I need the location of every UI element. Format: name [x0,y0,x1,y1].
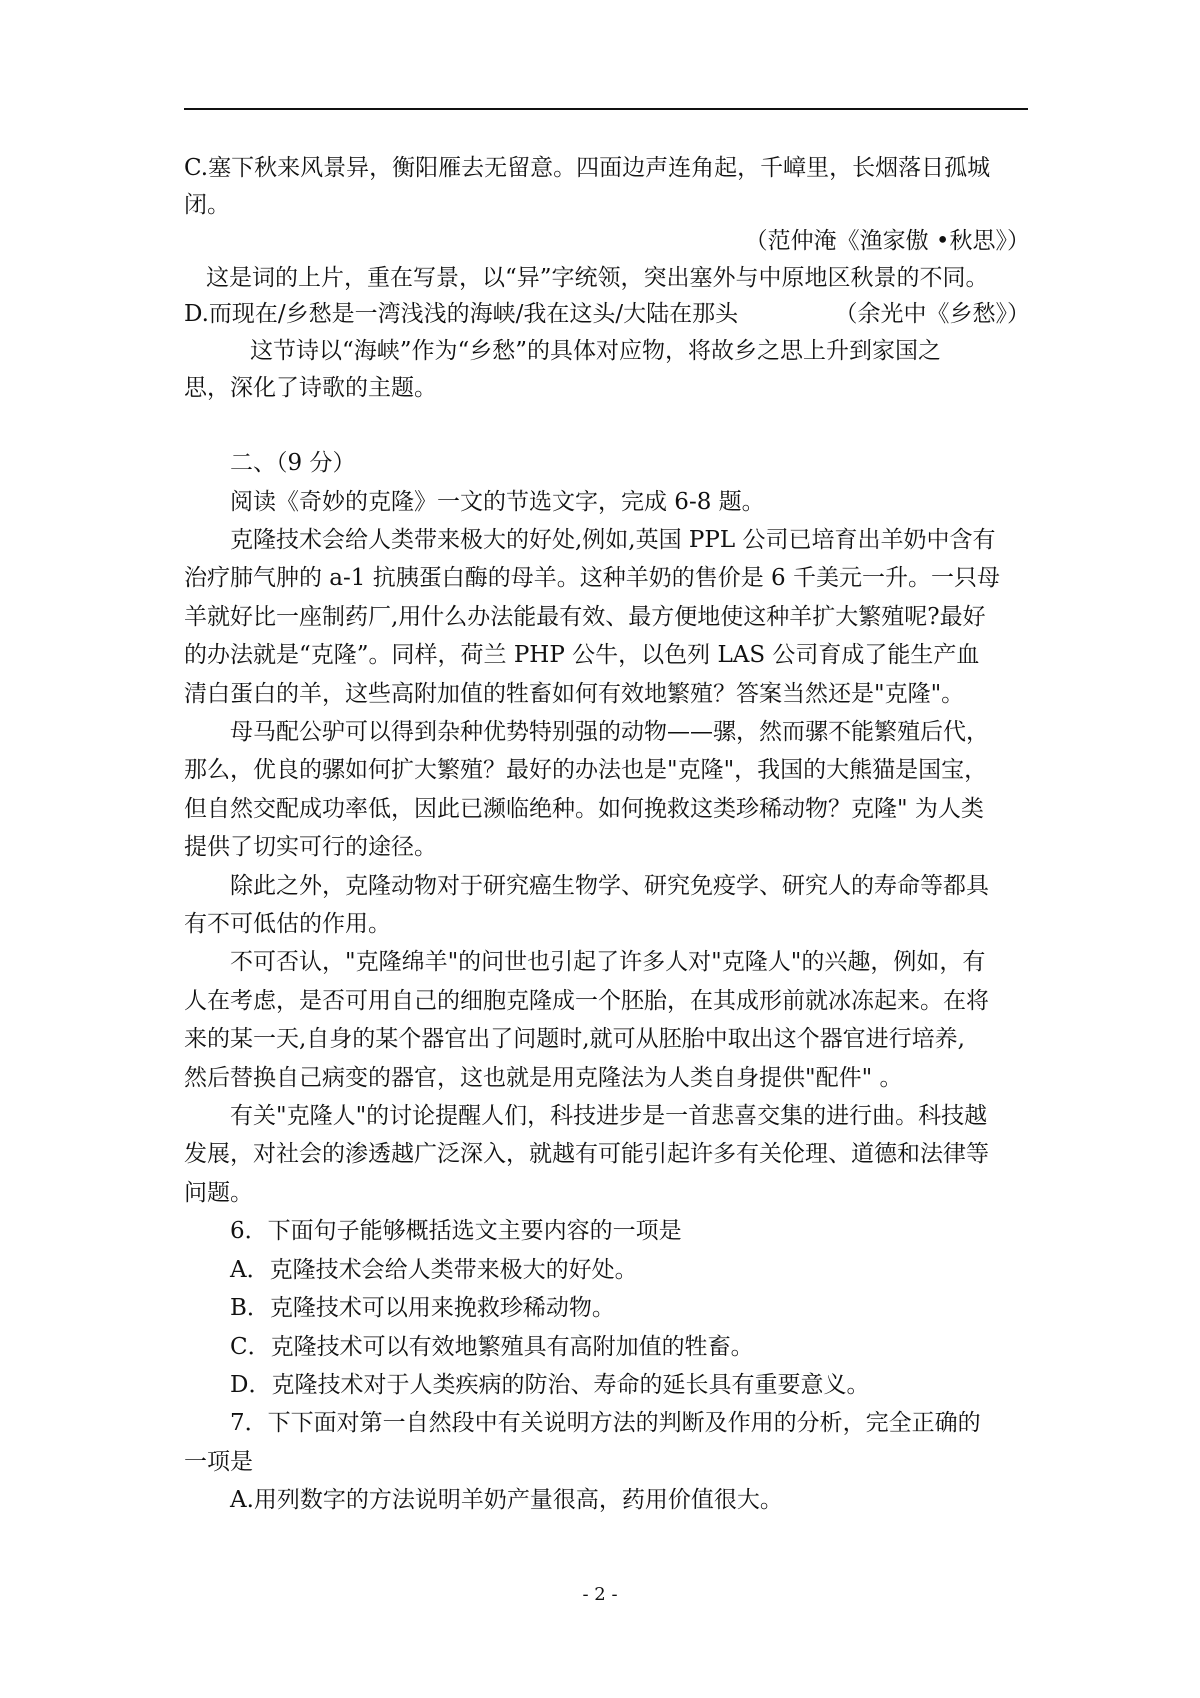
passage-line: 有关"克隆人"的讨论提醒人们，科技进步是一首悲喜交集的进行曲。科技越 [230,1103,988,1130]
option-c-analysis: 这是词的上片，重在写景，以“异”字统领，突出塞外与中原地区秋景的不同。 [206,264,989,291]
page-number: - 2 - [582,1584,618,1605]
passage-line: 发展，对社会的渗透越广泛深入，就越有可能引起许多有关伦理、道德和法律等 [184,1141,989,1168]
reading-instruction: 阅读《奇妙的克隆》一文的节选文字，完成 6-8 题。 [230,488,765,515]
passage-line: 那么，优良的骡如何扩大繁殖？最好的办法也是"克隆"，我国的大熊猫是国宝， [184,757,988,784]
passage-paragraph-2 [184,713,1030,867]
option-d-block [184,296,1030,406]
passage-line: 不可否认，"克隆绵羊"的问世也引起了许多人对"克隆人"的兴趣，例如，有 [230,949,986,976]
option-d-analysis-line2: 思，深化了诗歌的主题。 [184,374,437,401]
passage-line: 人在考虑，是否可用自己的细胞克隆成一个胚胎，在其成形前就冰冻起来。在将 [184,987,989,1014]
question-7 [184,1404,1030,1519]
question-6-option-c: C．克隆技术可以有效地繁殖具有高附加值的牲畜。 [230,1333,754,1360]
question-6-option-a: A．克隆技术会给人类带来极大的好处。 [230,1256,638,1283]
option-c-block [184,150,1030,296]
document-body [184,150,1030,1520]
option-c-line2: 闭。 [184,191,230,218]
option-d-analysis-line1: 这节诗以“海峡”作为“乡愁”的具体对应物，将故乡之思上升到家国之 [250,337,942,364]
option-d-text: D.而现在/乡愁是一湾浅浅的海峡/我在这头/大陆在那头 [184,301,739,328]
section-two [184,444,1030,1519]
passage-line: 羊就好比一座制药厂,用什么办法能最有效、最方便地使这种羊扩大繁殖呢?最好 [184,603,986,630]
option-d-line [184,296,1030,333]
passage-line: 然后替换自己病变的器官，这也就是用克隆法为人类自身提供"配件" 。 [184,1064,903,1091]
option-c-source: （范仲淹《渔家傲 •秋思》） [744,228,1030,255]
passage-paragraph-5 [184,1097,1030,1212]
question-7-stem-line2: 一项是 [184,1448,253,1475]
section-gap [184,406,1030,444]
question-6 [184,1212,1030,1404]
passage-line: 有不可低估的作用。 [184,911,391,938]
passage-line: 治疗肺气肿的 a-1 抗胰蛋白酶的母羊。这种羊奶的售价是 6 千美元一升。一只母 [184,565,1000,592]
passage-line: 但自然交配成功率低，因此已濒临绝种。如何挽救这类珍稀动物？克隆" 为人类 [184,795,984,822]
question-6-stem: 6．下面句子能够概括选文主要内容的一项是 [230,1218,682,1245]
passage-line: 母马配公驴可以得到杂种优势特别强的动物——骡，然而骡不能繁殖后代， [230,719,989,745]
passage-line: 清白蛋白的羊，这些高附加值的牲畜如何有效地繁殖？答案当然还是"克隆"。 [184,680,965,707]
passage-line: 来的某一天,自身的某个器官出了问题时,就可从胚胎中取出这个器官进行培养, [184,1026,965,1053]
passage-line: 克隆技术会给人类带来极大的好处,例如,英国 PPL 公司已培育出羊奶中含有 [230,526,996,553]
passage-line: 提供了切实可行的途径。 [184,834,437,861]
option-c-line1: C.塞下秋来风景异，衡阳雁去无留意。四面边声连角起，千嶂里，长烟落日孤城 [184,155,991,181]
question-7-option-a: A.用列数字的方法说明羊奶产量很高，药用价值很大。 [230,1487,783,1514]
option-d-source: （余光中《乡愁》） [834,301,1030,328]
passage-paragraph-3 [184,867,1030,944]
header-rule [184,108,1028,110]
passage-line: 的办法就是“克隆”。同样，荷兰 PHP 公牛，以色列 LAS 公司育成了能生产血 [184,642,980,669]
passage-line: 问题。 [184,1179,253,1206]
passage-paragraph-4 [184,943,1030,1097]
passage-paragraph-1 [184,521,1030,713]
question-6-option-d: D．克隆技术对于人类疾病的防治、寿命的延长具有重要意义。 [230,1371,870,1398]
passage-line: 除此之外，克隆动物对于研究癌生物学、研究免疫学、研究人的寿命等都具 [230,872,989,899]
question-6-option-b: B．克隆技术可以用来挽救珍稀动物。 [230,1295,615,1322]
question-7-stem-line1: 7．下下面对第一自然段中有关说明方法的判断及作用的分析，完全正确的 [230,1410,981,1437]
section-heading: 二、（9 分） [230,450,356,477]
